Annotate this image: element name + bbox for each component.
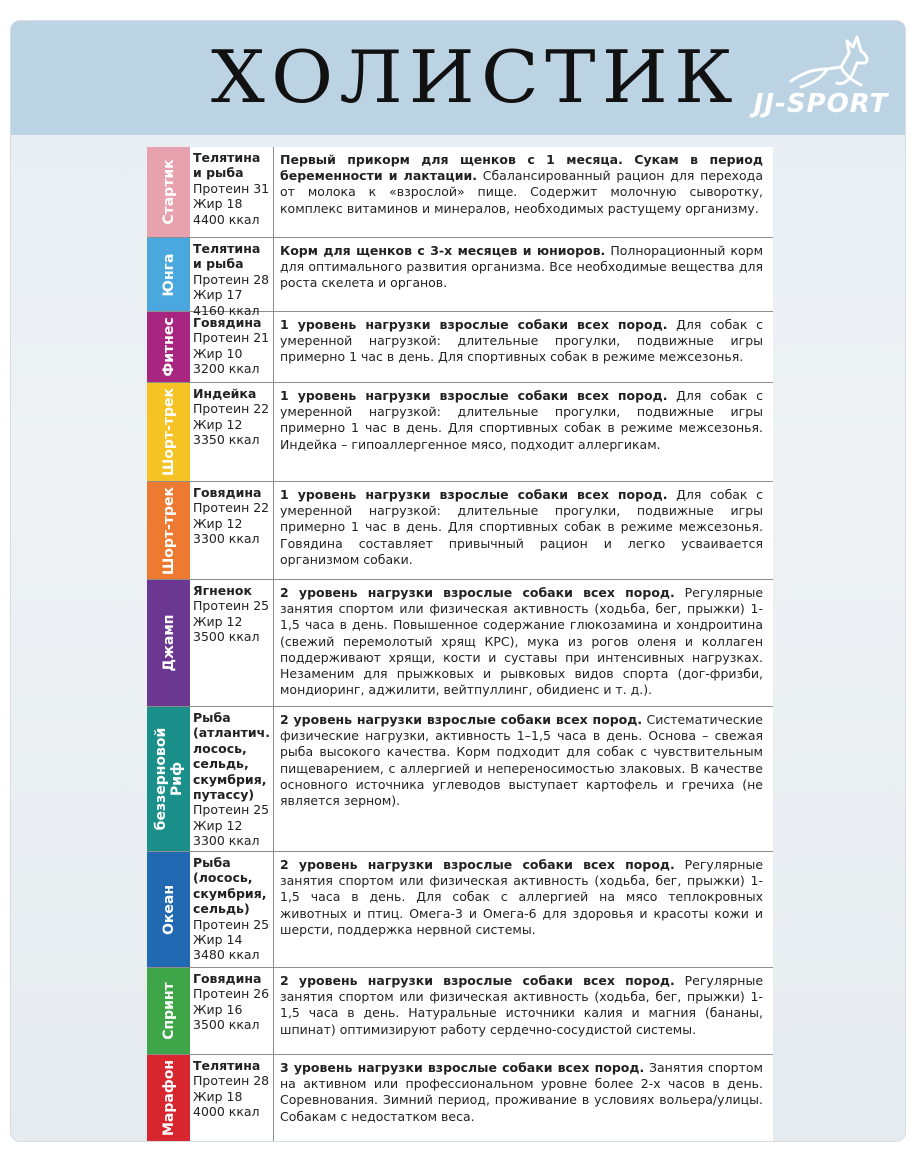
product-kcal: 3300 ккал (193, 531, 260, 547)
product-fat: Жир 17 (193, 287, 243, 303)
product-table (147, 147, 773, 1142)
product-description (274, 238, 773, 311)
product-description (274, 1055, 773, 1141)
product-text: Регулярные занятия спортом или физическая активность (ходьба, бег, прыжки) 1-1,5 часа в день. Повышенное содержание глюкозамина и хондроитина (свежий перемолотый хрящ КРС), мука из рогов оленя и коллаген поддерживают хрящи, кости и суставы при интенсивных нагрузках. Незаменим для прыжковых и рывковых видов спорта (дог-фризби, мондиоринг, аджилити, вейтпуллинг, обидиенс и т. д.). (280, 585, 764, 698)
product-protein: Протеин 31 (193, 180, 270, 196)
product-fat: Жир 18 (193, 196, 243, 212)
product-description (274, 707, 773, 851)
product-tab (147, 312, 190, 382)
product-meat: Говядина (193, 971, 262, 986)
product-name: Спринт (160, 982, 177, 1040)
brand-name: JJ-SPORT (753, 89, 889, 119)
product-protein: Протеин 25 (193, 598, 270, 614)
product-kcal: 4160 ккал (193, 302, 260, 318)
table-row (147, 580, 773, 707)
product-tab (147, 238, 190, 311)
table-row (147, 852, 773, 968)
header-band (11, 21, 906, 135)
product-fat: Жир 14 (193, 932, 243, 948)
product-description (274, 852, 773, 967)
product-fat: Жир 10 (193, 345, 243, 361)
product-text: Для собак с умеренной нагрузкой: длительные прогулки, подвижные игры примерно 1 час в день. Для спортивных собак в режиме межсезонья. Индейка – гипоаллергенное мясо, подходит аллергикам. (280, 388, 763, 452)
product-protein: Протеин 25 (193, 916, 270, 932)
product-kcal: 3300 ккал (193, 833, 260, 849)
product-protein: Протеин 25 (193, 802, 270, 818)
product-protein: Протеин 26 (193, 986, 270, 1002)
product-tab (147, 707, 190, 851)
product-protein: Протеин 22 (193, 500, 270, 516)
product-spec (190, 312, 274, 382)
table-row (147, 482, 773, 580)
product-spec (190, 580, 274, 706)
product-meat: Телятина и рыба (193, 241, 261, 272)
product-fat: Жир 12 (193, 416, 243, 432)
product-text: Регулярные занятия спортом или физическая активность (ходьба, бег, прыжки) 1-1,5 часа в день. Для собак с аллергией на мясо теплокровных животных и птиц. Омега-3 и Омега-6 для здоровья и красоты кожи и шерсти, поддержка нервной системы. (280, 857, 764, 937)
table-row (147, 147, 773, 238)
product-kcal: 3500 ккал (193, 1017, 260, 1033)
product-protein: Протеин 22 (193, 401, 270, 417)
product-tab (147, 147, 190, 237)
product-fat: Жир 12 (193, 515, 243, 531)
page-title: ХОЛИСТИК (211, 35, 739, 119)
product-tab (147, 482, 190, 579)
product-meat: Говядина (193, 315, 262, 330)
product-text: Полнорационный корм для оптимального развития организма. Все необходимые вещества для роста скелета и органов. (280, 243, 763, 291)
table-row (147, 707, 773, 852)
table-row (147, 1055, 773, 1142)
product-name: Шорт-трек (160, 388, 177, 476)
product-meat: Индейка (193, 386, 257, 401)
product-kcal: 3350 ккал (193, 432, 260, 448)
product-fat: Жир 16 (193, 1001, 243, 1017)
product-headline: 1 уровень нагрузки взрослые собаки всех пород. (280, 487, 668, 502)
product-spec (190, 968, 274, 1054)
product-fat: Жир 12 (193, 817, 243, 833)
product-name: Шорт-трек (160, 486, 177, 575)
product-headline: 2 уровень нагрузки взрослые собаки всех пород. (280, 857, 675, 872)
product-name: Марафон (160, 1059, 177, 1137)
product-headline: 1 уровень нагрузки взрослые собаки всех пород. (280, 317, 668, 332)
product-spec (190, 707, 274, 851)
product-tab (147, 580, 190, 706)
product-tab (147, 383, 190, 481)
product-kcal: 3500 ккал (193, 629, 260, 645)
product-headline: 2 уровень нагрузки взрослые собаки всех пород. (280, 712, 643, 727)
product-meat: Ягненок (193, 583, 252, 598)
product-spec (190, 238, 274, 318)
product-description (274, 147, 773, 237)
product-meat: Телятина и рыба (193, 150, 261, 181)
product-description (274, 482, 773, 579)
product-kcal: 3200 ккал (193, 361, 260, 377)
product-meat: Говядина (193, 485, 262, 500)
product-headline: 2 уровень нагрузки взрослые собаки всех пород. (280, 585, 675, 600)
product-headline: 3 уровень нагрузки взрослые собаки всех пород. (280, 1060, 645, 1075)
page-frame (10, 20, 906, 1142)
product-fat: Жир 12 (193, 613, 243, 629)
product-description (274, 312, 773, 382)
product-text: Сбалансированный рацион для перехода от молока к «взрослой» пище. Содержит молочную сыворотку, комплекс витаминов и минералов, необходимых растущему организму. (280, 168, 763, 216)
product-spec (190, 1055, 274, 1141)
product-name: Океан (160, 884, 177, 935)
brand-logo (741, 33, 901, 129)
product-spec (190, 383, 274, 481)
product-description (274, 383, 773, 481)
product-protein: Протеин 28 (193, 1073, 270, 1089)
product-text: Для собак с умеренной нагрузкой: длительные прогулки, подвижные игры примерно 1 час в день. Для спортивных собак в режиме межсезонья. (280, 317, 763, 365)
product-description (274, 968, 773, 1054)
product-tab (147, 852, 190, 967)
product-meat: Рыба (лосось, скумбрия, сельдь) (193, 855, 267, 917)
table-row (147, 312, 773, 383)
product-text: Регулярные занятия спортом или физическая активность (ходьба, бег, прыжки) 1-1,5 часа в день. Натуральные источники калия и магния (бананы, шпинат) оптимизируют работу сердечно-сосудистой системы. (280, 973, 764, 1037)
product-spec (190, 482, 274, 579)
product-name: Юнга (160, 253, 177, 296)
product-text: Занятия спортом на активном или профессиональном уровне более 2-х часов в день. Соревнования. Зимний период, проживание в условиях вольера/улицы. Собакам с недостатком веса. (280, 1060, 763, 1124)
product-meat: Телятина (193, 1058, 261, 1073)
product-name: Джамп (160, 614, 177, 672)
table-row (147, 238, 773, 318)
product-description (274, 580, 773, 706)
product-headline: Корм для щенков с 3-х месяцев и юниоров. (280, 243, 606, 258)
product-protein: Протеин 28 (193, 271, 270, 287)
product-kcal: 4400 ккал (193, 211, 260, 227)
product-fat: Жир 18 (193, 1088, 243, 1104)
product-headline: Первый прикорм для щенков с 1 месяца. Сукам в период беременности и лактации. (280, 152, 763, 184)
product-text: Для собак с умеренной нагрузкой: длительные прогулки, подвижные игры примерно 1 час в день. Для спортивных собак в режиме межсезонья. Говядина составляет привычный рацион и легко усваивается организмом собаки. (280, 487, 763, 567)
product-headline: 1 уровень нагрузки взрослые собаки всех пород. (280, 388, 668, 403)
table-row (147, 968, 773, 1055)
product-text: Систематические физические нагрузки, активность 1–1,5 часа в день. Основа – свежая рыба высокого качества. Корм подходит для собак с чувствительным пищеварением, с аллергией и непереносимостью злаковых. В качестве основного источника углеводов выступает картофель и гречиха (не является зерном). (280, 712, 763, 809)
product-spec (190, 147, 274, 237)
product-kcal: 4000 ккал (193, 1104, 260, 1120)
product-protein: Протеин 21 (193, 330, 270, 346)
product-tab (147, 1055, 190, 1141)
product-name: Стартик (160, 159, 177, 225)
dog-icon (783, 33, 873, 93)
product-meat: Рыба (атлантич. лосось, сельдь, скумбрия, путассу) (193, 710, 270, 803)
product-name: беззерновой Риф (152, 727, 185, 831)
product-spec (190, 852, 274, 967)
product-name: Фитнес (160, 317, 177, 377)
product-tab (147, 968, 190, 1054)
product-kcal: 3480 ккал (193, 947, 260, 963)
product-headline: 2 уровень нагрузки взрослые собаки всех пород. (280, 973, 675, 988)
table-row (147, 383, 773, 482)
